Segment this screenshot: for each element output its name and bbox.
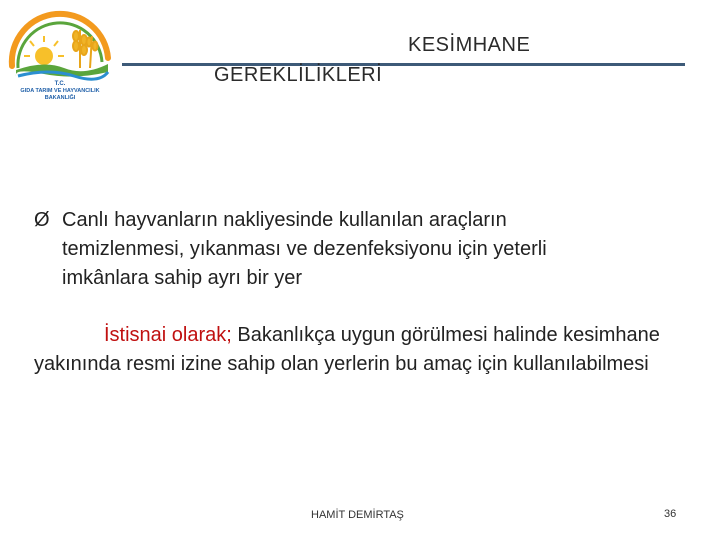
footer-author: HAMİT DEMİRTAŞ	[311, 509, 404, 521]
exception-emphasis: İstisnai olarak;	[104, 324, 232, 346]
slide-title-line2: GEREKLİLİKLERİ	[214, 64, 383, 86]
bullet-text: Canlı hayvanların nakliyesinde kullanılan araçların temizlenmesi, yıkanması ve dezenfeksiyonu için yeterli imkânlara sahip ayrı bir yer	[62, 209, 547, 289]
logo-name-line2: BAKANLIĞI	[44, 95, 76, 101]
bullet-item	[34, 206, 634, 293]
logo-ministry-name	[4, 88, 116, 102]
page-number: 36	[664, 508, 677, 520]
ministry-logo	[4, 6, 116, 114]
exception-text: Bakanlıkça uygun görülmesi halinde kesimhane yakınında resmi izine sahip olan yerlerin bu amaç için kullanılabilmesi	[34, 324, 660, 375]
slide-title-line1: KESİMHANE	[408, 34, 531, 56]
arrow-bullet-icon: Ø	[34, 209, 50, 231]
logo-emblem-icon	[4, 6, 116, 84]
logo-name-line1: GIDA TARIM VE HAYVANCILIK	[20, 88, 100, 94]
logo-tc-label: T.C.	[54, 81, 66, 87]
exception-paragraph	[34, 321, 674, 379]
title-divider	[122, 63, 685, 66]
